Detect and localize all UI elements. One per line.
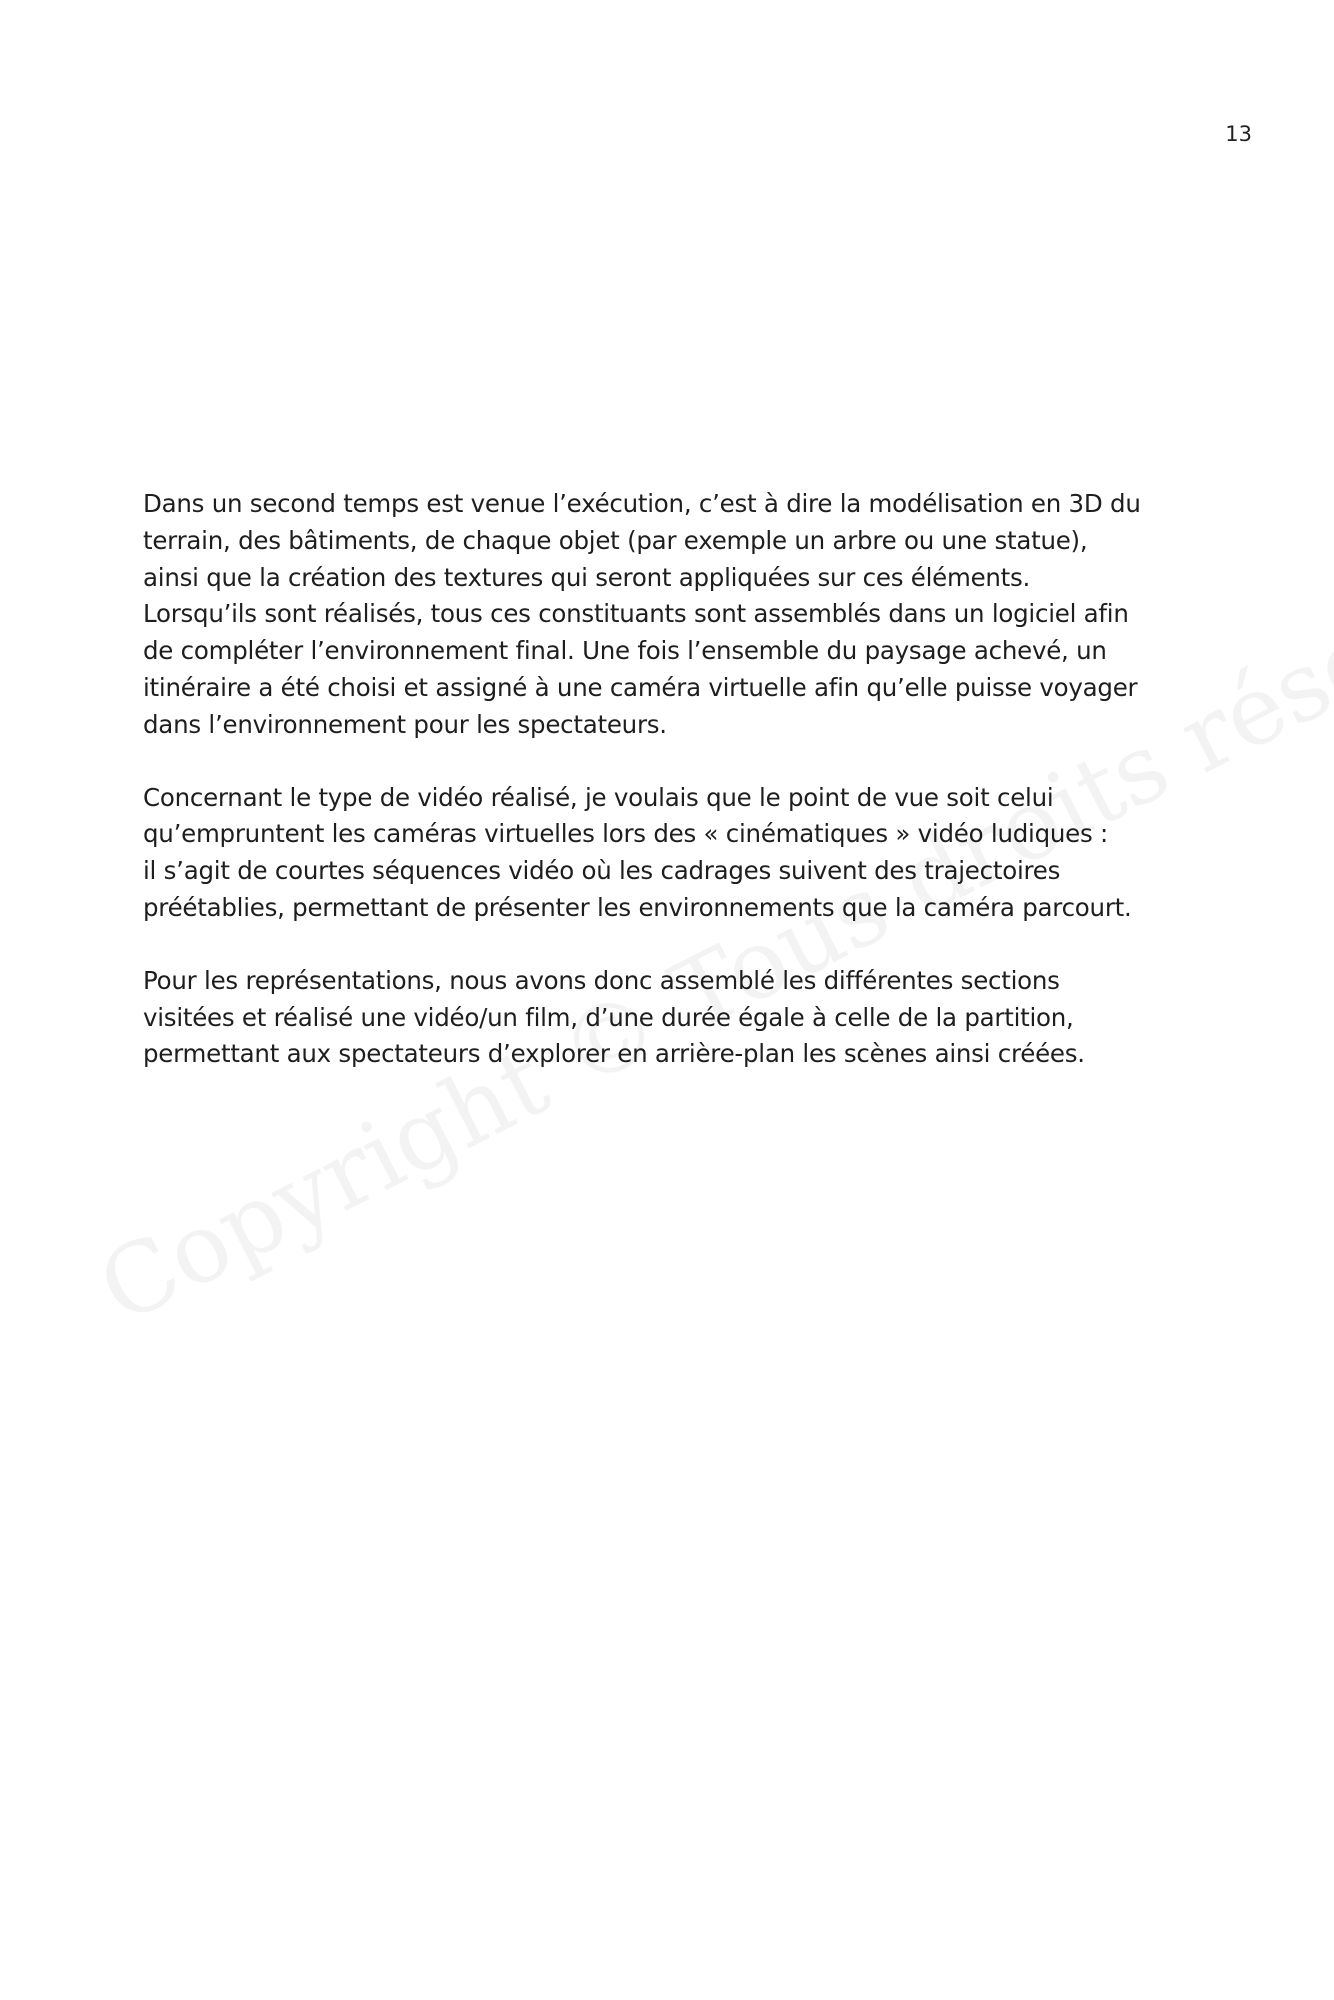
text-line: terrain, des bâtiments, de chaque objet (par exemple un arbre ou une statue), [143,525,1088,555]
text-line: Pour les représentations, nous avons donc assemblé les différentes sections [143,965,1060,995]
text-line: visitées et réalisé une vidéo/un film, d’une durée égale à celle de la partition, [143,1002,1074,1032]
paragraph-video-type [143,780,1203,927]
text-line: préétablies, permettant de présenter les environnements que la caméra parcourt. [143,892,1132,922]
text-line: dans l’environnement pour les spectateurs. [143,709,667,739]
body-text [143,486,1203,1109]
page-number: 13 [1225,122,1252,146]
paragraph-representations [143,963,1203,1073]
text-line: Dans un second temps est venue l’exécution, c’est à dire la modélisation en 3D du [143,489,1141,518]
text-line: de compléter l’environnement final. Une fois l’ensemble du paysage achevé, un [143,636,1107,666]
paragraph-execution [143,486,1203,744]
text-line: Concernant le type de vidéo réalisé, je voulais que le point de vue soit celui [143,782,1054,812]
text-line: itinéraire a été choisi et assigné à une caméra virtuelle afin qu’elle puisse voyager [143,672,1138,702]
text-line: Lorsqu’ils sont réalisés, tous ces constituants sont assemblés dans un logiciel afin [143,599,1129,629]
text-line: ainsi que la création des textures qui seront appliquées sur ces éléments. [143,562,1031,592]
text-line: qu’empruntent les caméras virtuelles lors des « cinématiques » vidéo ludiques : [143,819,1109,849]
text-line: il s’agit de courtes séquences vidéo où les cadrages suivent des trajectoires [143,856,1061,886]
text-line: permettant aux spectateurs d’explorer en arrière-plan les scènes ainsi créées. [143,1039,1085,1069]
